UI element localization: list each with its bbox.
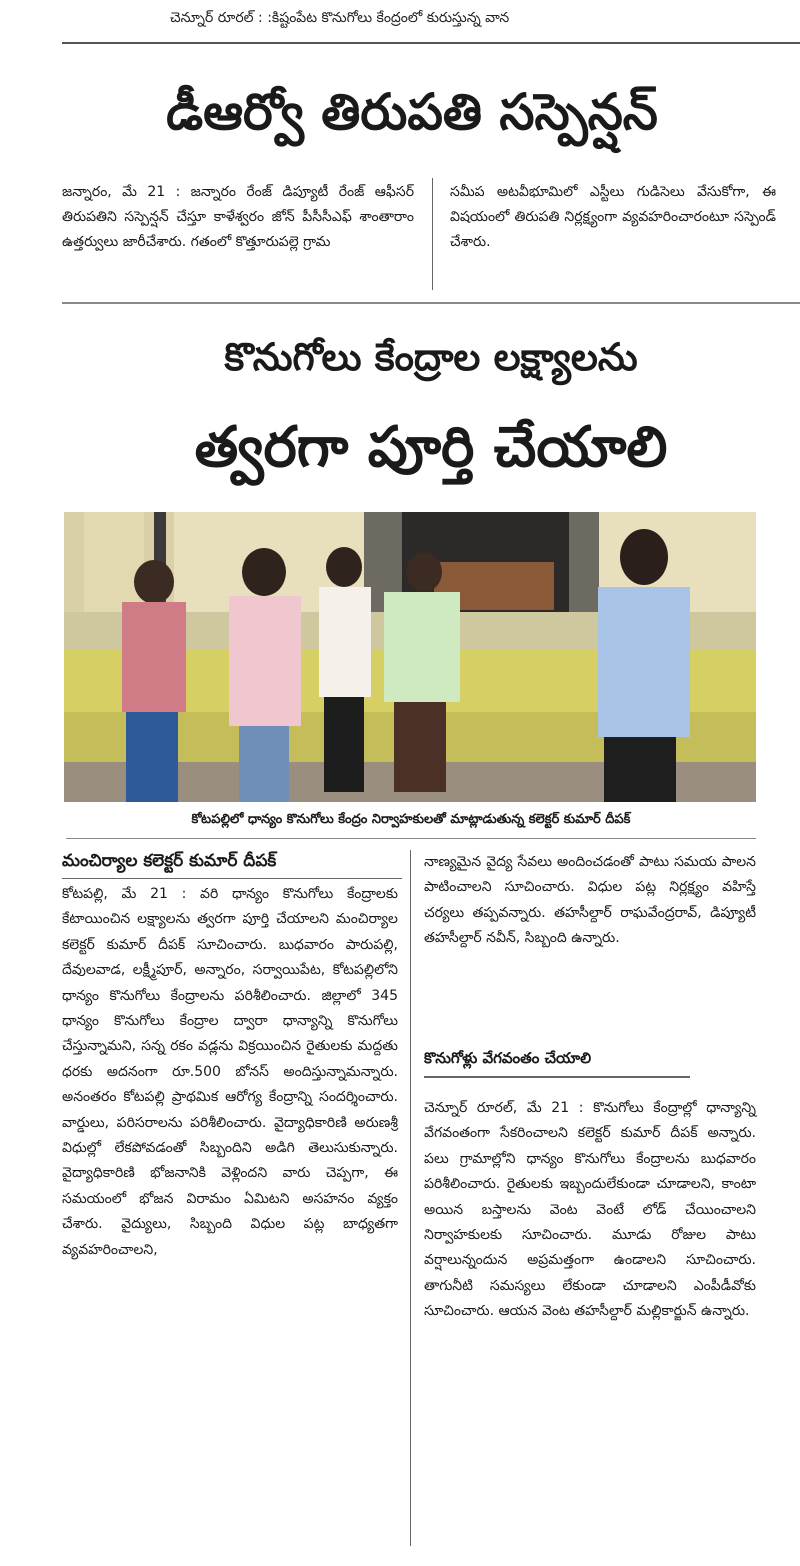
photo-illustration xyxy=(64,512,756,802)
story2-headline-line2: త్వరగా పూర్తి చేయాలి xyxy=(194,415,668,480)
news-photo xyxy=(64,512,756,802)
column-divider xyxy=(410,850,411,1546)
story1-headline: డీఆర్వో తిరుపతి సస్పెన్షన్ xyxy=(166,83,658,141)
subhead-rule xyxy=(62,878,402,879)
caption-rule xyxy=(66,838,756,839)
column-divider xyxy=(432,178,433,290)
kicker-line: చెన్నూర్ రూరల్ : :కిష్టంపేట కొనుగోలు కేంద్రంలో కురుస్తున్న వాన xyxy=(170,10,510,26)
story2-minihead: కొనుగోళ్లు వేగవంతం చేయాలి xyxy=(424,1049,592,1067)
story1-right-column: సమీప అటవీభూమిలో ఎస్టీలు గుడిసెలు వేసుకోగా, ఈ విషయంలో తిరుపతి నిర్లక్ష్యంగా వ్యవహరించారంటూ సస్పెండ్ చేశారు. xyxy=(450,184,776,250)
story2-right-column: నాణ్యమైన వైద్య సేవలు అందించడంతో పాటు సమయ పాలన పాటించాలని సూచించారు. విధుల పట్ల నిర్లక్ష్యం వహిస్తే చర్యలు తప్పవన్నారు. తహసీల్దార్ రాఘవేంద్రరావ్, డిప్యూటీ తహసీల్దార్ నవీన్, సిబ్బంది ఉన్నారు. xyxy=(424,854,756,947)
top-rule xyxy=(62,42,800,44)
minihead-rule xyxy=(424,1076,690,1078)
story2-subhead: మంచిర్యాల కలెక్టర్ కుమార్ దీపక్ xyxy=(62,851,277,871)
story2-right-column-2: చెన్నూర్ రూరల్, మే 21 : కొనుగోలు కేంద్రాల్లో ధాన్యాన్ని వేగవంతంగా సేకరించాలని కలెక్టర్ కుమార్ దీపక్ అన్నారు. పలు గ్రామాల్లోని ధాన్యం కొనుగోలు కేంద్రాలను బుధవారం పరిశీలించారు. రైతులకు ఇబ్బందులేకుండా చూడాలని, కాంటా అయిన బస్తాలను వెంట వెంటే లోడ్ చేయించాలని నిర్వాహకులకు సూచించారు. మూడు రోజుల పాటు వర్షాలున్నందున అప్రమత్తంగా ఉండాలని సూచించారు. తాగునీటి సమస్యలు లేకుండా చూడాలని ఎంపీడీవోకు సూచించారు. ఆయన వెంట తహసీల్దార్ మల్లికార్జున్ ఉన్నారు. xyxy=(424,1100,756,1320)
photo-caption: కోటపల్లిలో ధాన్యం కొనుగోలు కేంద్రం నిర్వాహకులతో మాట్లాడుతున్న కలెక్టర్ కుమార్ దీపక్ xyxy=(191,812,631,827)
story2-left-column: కోటపల్లి, మే 21 : వరి ధాన్యం కొనుగోలు కేంద్రాలకు కేటాయించిన లక్ష్యాలను త్వరగా పూర్తి చేయాలని మంచిర్యాల కలెక్టర్ కుమార్ దీపక్ సూచించారు. బుధవారం పారుపల్లి, దేవులవాడ, లక్ష్మీపూర్, అన్నారం, సర్వాయిపేట, కోటపల్లిలోని ధాన్యం కొనుగోలు కేంద్రాలను పరిశీలించారు. జిల్లాలో 345 ధాన్యం కొనుగోలు కేంద్రాల ద్వారా ధాన్యాన్ని కొనుగోలు చేస్తున్నామని, సన్న రకం వడ్లను విక్రయించిన రైతులకు మద్దతు ధరకు అదనంగా రూ.500 బోనస్ అందిస్తున్నామన్నారు. అనంతరం కోటపల్లి ప్రాథమిక ఆరోగ్య కేంద్రాన్ని సందర్శించారు. వార్డులు, పరిసరాలను పరిశీలించారు. వైద్యాధికారిణి అరుణశ్రీ విధుల్లో లేకపోవడంతో సిబ్బందిని అడిగి తెలుసుకున్నారు. వైద్యాధికారిణి భోజనానికి వెళ్లిందని వారు చెప్పగా, ఈ సమయంలో భోజన విరామం ఏమిటని అసహనం వ్యక్తం చేశారు. వైద్యులు, సిబ్బంది విధుల పట్ల బాధ్యతగా వ్యవహరించాలని, xyxy=(62,886,398,1258)
story2-headline-line1: కొనుగోలు కేంద్రాల లక్ష్యాలను xyxy=(224,335,638,379)
section-rule xyxy=(62,302,800,304)
story1-left-column: జన్నారం, మే 21 : జన్నారం రేంజ్ డిప్యూటీ రేంజ్ ఆఫీసర్ తిరుపతిని సస్పెన్షన్ చేస్తూ కాళేశ్వరం జోన్ పీసీసీఎఫ్ శాంతారాం ఉత్తర్వులు జారీచేశారు. గతంలో కొత్తూరుపల్లె గ్రామ xyxy=(62,184,414,250)
